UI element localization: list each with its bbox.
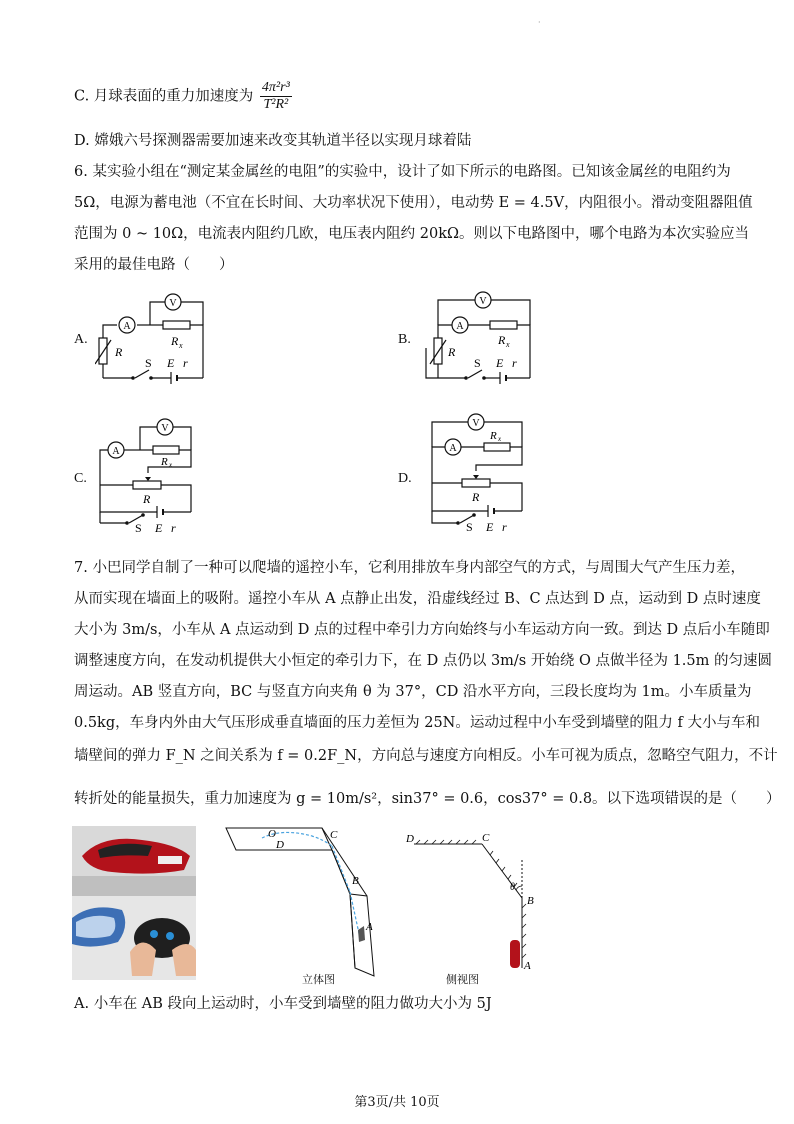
q6-line-3: 范围为 0 ~ 10Ω，电流表内阻约几欧，电压表内阻约 20kΩ。则以下电路图中，哪个电路为本次实验应当 [74,226,750,242]
side-view-diagram [400,830,540,975]
circuit-b-diagram [420,288,540,385]
ammeter-d: A [449,443,457,454]
stereo-diagram [222,826,392,991]
circuit-a-label: A. [74,332,88,347]
emf-d: E [486,520,494,534]
voltmeter-d: V [472,418,480,429]
side-b: B [527,895,534,907]
r-c: R [143,492,151,506]
circuit-b-label: B. [398,332,411,347]
option-d: D. 嫦娥六号探测器需要加速来改变其轨道半径以实现月球着陆 [74,133,472,149]
rx-c: R [161,456,168,468]
q7-line-1: 7. 小巴同学自制了一种可以爬墙的遥控小车，它利用排放车身内部空气的方式，与周围大气产生压力差， [74,560,745,576]
q7-line-3: 大小为 3m/s，小车从 A 点运动到 D 点的过程中牵引力方向始终与小车运动方向一致。到达 D 点后小车随即 [74,622,770,638]
q7-line-8: 转折处的能量损失，重力加速度为 g = 10m/s²，sin37° = 0.6，cos37° = 0.8。以下选项错误的是（ ） [74,791,781,807]
switch-b: S [474,356,481,370]
rx-b-sub: x [506,340,510,349]
fraction-denominator: T²R² [263,97,289,112]
circuit-a-diagram [95,290,215,385]
r-a: R [115,345,123,359]
side-c: C [482,832,490,844]
circuit-c-diagram [95,415,205,535]
side-d: D [406,833,414,845]
gravity-fraction [260,80,292,113]
q7-line-6: 0.5kg，车身内外由大气压形成垂直墙面的压力差恒为 25N。运动过程中小车受到墙壁的阻力 f 大小与车和 [74,715,760,731]
emf-b: E [496,356,504,370]
r-d: R [472,490,480,504]
switch-a: S [145,356,152,370]
option-c [74,80,292,113]
q7-line-5: 周运动。AB 竖直方向，BC 与竖直方向夹角 θ 为 37°，CD 沿水平方向，三段长度均为 1m。小车质量为 [74,684,752,700]
option-c-text: C. 月球表面的重力加速度为 [74,88,254,105]
voltmeter-a: V [169,298,177,309]
fraction-numerator: 4π²r³ [261,80,290,95]
ammeter-a: A [123,321,131,332]
emf-a: E [167,356,175,370]
r-internal-b: r [512,356,517,370]
ammeter-b: A [456,321,464,332]
q6-line-4: 采用的最佳电路（ ） [74,257,234,273]
stereo-o: O [268,828,276,840]
header-mark: · [538,18,541,27]
rx-d-sub: x [498,435,502,443]
circuit-d-label: D. [398,471,412,486]
emf-c: E [155,521,163,535]
switch-d: S [466,520,473,534]
ammeter-c: A [112,446,120,457]
stereo-caption: 立体图 [302,973,335,986]
q6-line-1: 6. 某实验小组在“测定某金属丝的电阻”的实验中，设计了如下所示的电路图。已知该金属丝的电阻约为 [74,164,731,180]
circuit-d-diagram [420,405,530,535]
q7-option-a: A. 小车在 AB 段向上运动时，小车受到墙壁的阻力做功大小为 5J [74,996,492,1012]
side-theta: θ [510,882,515,893]
page-footer: 第3页/共 10页 [354,1095,440,1110]
r-internal-a: r [183,356,188,370]
r-b: R [448,345,456,359]
side-caption: 侧视图 [446,973,479,986]
stereo-d: D [276,839,284,851]
q7-line-7: 墙壁间的弹力 F_N 之间关系为 f = 0.2F_N，方向总与速度方向相反。小车可视为质点，忽略空气阻力，不计 [74,748,778,764]
rx-b: R [498,333,506,347]
car-photo [72,826,196,980]
circuit-c-label: C. [74,471,87,486]
voltmeter-c: V [161,423,169,434]
q6-line-2: 5Ω，电源为蓄电池（不宜在长时间、大功率状况下使用），电动势 E = 4.5V，内阻很小。滑动变阻器阻值 [74,195,753,211]
r-internal-d: r [502,520,507,534]
r-internal-c: r [171,521,176,535]
voltmeter-b: V [479,296,487,307]
switch-c: S [135,521,142,535]
side-a: A [524,960,531,972]
stereo-b: B [352,875,359,887]
q7-line-4: 调整速度方向，在发动机提供大小恒定的牵引力下，在 D 点仍以 3m/s 开始绕 O 点做半径为 1.5m 的匀速圆 [74,653,772,669]
rx-d: R [490,430,497,442]
stereo-c: C [330,829,338,841]
rx-a: R [171,334,179,348]
q7-line-2: 从而实现在墙面上的吸附。遥控小车从 A 点静止出发，沿虚线经过 B、C 点达到 D 点，运动到 D 点时速度 [74,591,761,607]
stereo-a: A [366,921,373,933]
rx-a-sub: x [179,341,183,350]
rx-c-sub: x [169,461,173,469]
